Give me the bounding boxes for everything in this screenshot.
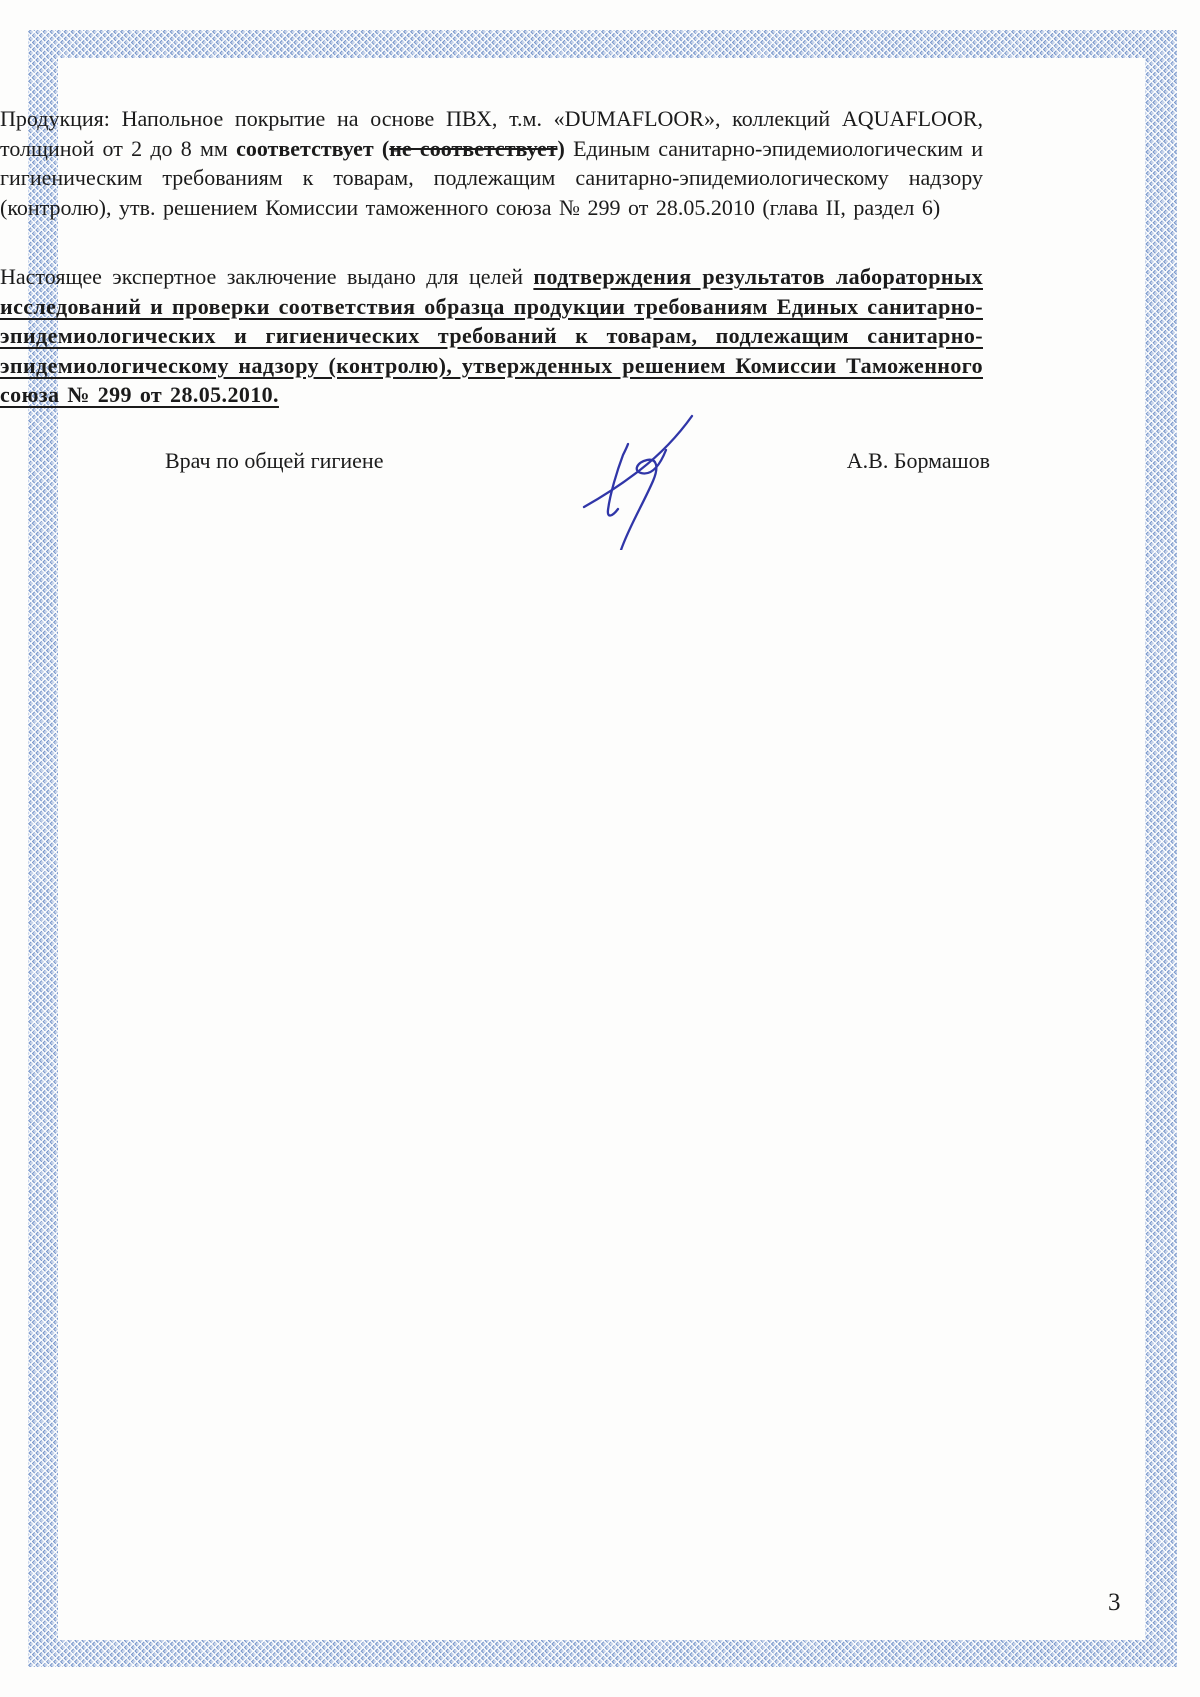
paragraph2-underlined-emphasis: подтверждения результатов лабораторных исследований и проверки соответствия образца продукции требованиям Единых санитарно-эпидемиологических и гигиенических требований к товарам, подлежащим санитарно-эпидемиологическому надзору (контролю), утвержденных решением Комиссии Таможенного союза № 299 от 28.05.2010. — [0, 264, 983, 407]
paragraph1-conforms-bold: соответствует — [236, 135, 382, 161]
product-conformity-paragraph — [0, 104, 983, 222]
paragraph1-paren-close: ) — [557, 135, 574, 161]
paragraph1-lead: Продукция: Напольное покрытие на основе ПВХ, т.м. «DUMAFLOOR», коллекций AQUAFLOOR, толщиной от 2 до 8 мм — [0, 106, 983, 161]
paragraph1-tail: Единым санитарно-эпидемиологическим и гигиеническим требованиям к товарам, подлежащим санитарно-эпидемиологическому надзору (контролю), утв. решением Комиссии таможенного союза № 299 от 28.05.2010 (глава II, раздел 6) — [0, 135, 983, 220]
handwritten-signature — [570, 410, 700, 550]
paragraph1-paren-open: ( — [381, 135, 390, 161]
paragraph2-lead: Настоящее экспертное заключение выдано для целей — [0, 264, 534, 289]
paragraph1-strikethrough-not-conforms: не соответствует — [389, 135, 558, 161]
signer-position-title: Врач по общей гигиене — [165, 448, 384, 473]
purpose-statement-paragraph — [0, 262, 983, 410]
page-number: 3 — [1108, 1589, 1121, 1616]
signer-name: А.В. Бормашов — [846, 448, 990, 473]
